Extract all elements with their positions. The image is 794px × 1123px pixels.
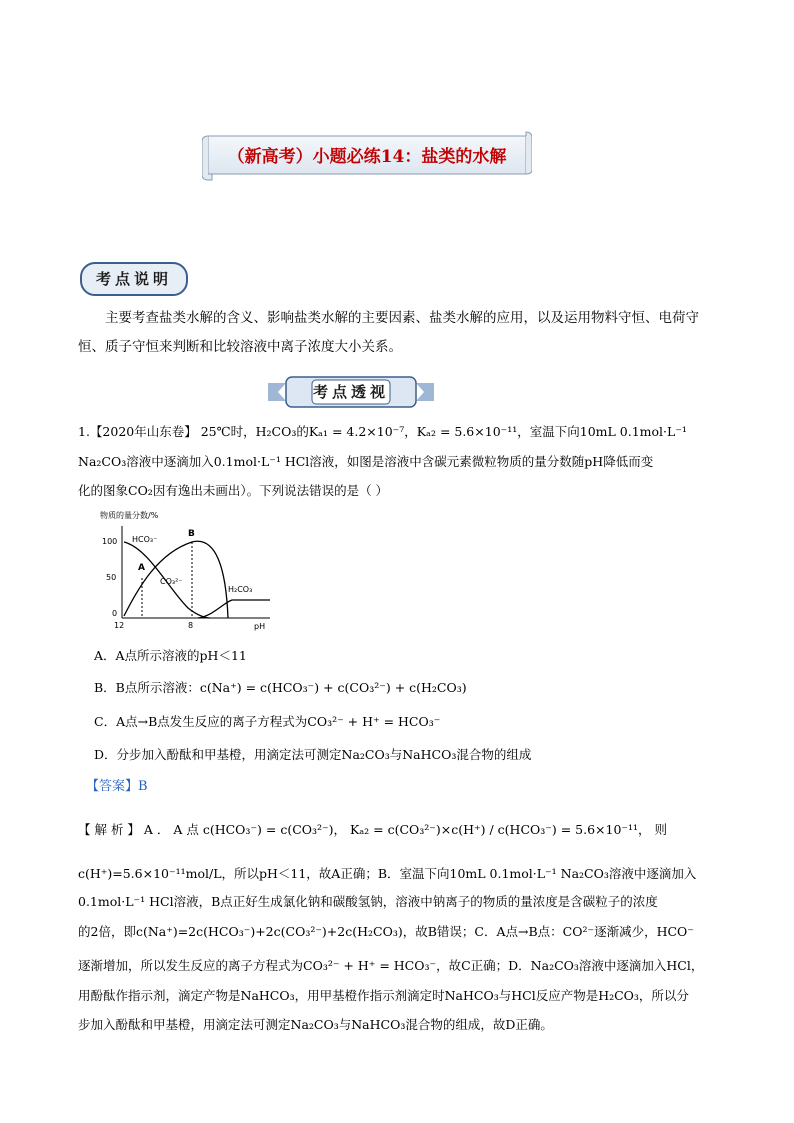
answer-label: 【答案】B — [86, 779, 148, 794]
analysis-line-7: 步加入酚酞和甲基橙，用滴定法可测定Na₂CO₃与NaHCO₃混合物的组成，故D正确。 — [78, 1017, 553, 1032]
intro-line-1: 主要考查盐类水解的含义、影响盐类水解的主要因素、盐类水解的应用，以及运用物料守恒、电荷守 — [105, 310, 699, 326]
badge-label: 考点说明 — [95, 270, 172, 288]
option-d: D．分步加入酚酞和甲基橙，用滴定法可测定Na₂CO₃与NaHCO₃混合物的组成 — [94, 747, 532, 762]
series-label-hco3: HCO₃⁻ — [132, 535, 158, 544]
analysis-line-4: 的2倍，即c(Na⁺)=2c(HCO₃⁻)+2c(CO₃²⁻)+2c(H₂CO₃)，故B错误；C．A点→B点：CO²⁻逐渐减少，HCO⁻ — [78, 924, 694, 939]
option-a: A．A点所示溶液的pH＜11 — [94, 648, 247, 663]
intro-line-2: 恒、质子守恒来判断和比较溶液中离子浓度大小关系。 — [78, 339, 402, 355]
y-tick-100: 100 — [102, 537, 118, 546]
analysis-line-3: 0.1mol·L⁻¹ HCl溶液，B点正好生成氯化钠和碳酸氢钠，溶液中钠离子的物质的量浓度是含碳粒子的浓度 — [78, 894, 658, 909]
analysis-line-5: 逐渐增加，所以发生反应的离子方程式为CO₃²⁻ + H⁺ = HCO₃⁻，故C正确；D．Na₂CO₃溶液中逐滴加入HCl， — [78, 958, 704, 973]
analysis-line-2: c(H⁺)=5.6×10⁻¹¹mol/L，所以pH＜11，故A正确；B．室温下向10mL 0.1mol·L⁻¹ Na₂CO₃溶液中逐滴加入 — [78, 866, 697, 881]
intro-paragraph — [78, 304, 728, 362]
question-line-3: 化的图象CO₂因有逸出未画出）。下列说法错误的是（ ） — [78, 483, 389, 498]
point-b-label: B — [188, 529, 195, 539]
x-axis-label: pH — [254, 622, 266, 631]
question-line-1: 1.【2020年山东卷】 25℃时，H₂CO₃的Kₐ₁ = 4.2×10⁻⁷，Kₐ₂ = 5.6×10⁻¹¹，室温下向10mL 0.1mol·L⁻¹ — [78, 424, 687, 439]
analysis-line-1: 【 解 析 】 A ． A 点 c(HCO₃⁻) = c(CO₃²⁻)， Kₐ₂ = c(CO₃²⁻)×c(H⁺) / c(HCO₃⁻) = 5.6×10⁻¹¹， 则 — [78, 822, 668, 837]
x-tick-12: 12 — [114, 621, 125, 630]
species-fraction-chart — [98, 508, 280, 633]
point-a-label: A — [138, 563, 145, 573]
question-line-2: Na₂CO₃溶液中逐滴加入0.1mol·L⁻¹ HCl溶液，如图是溶液中含碳元素微粒物质的量分数随pH降低而变 — [78, 454, 654, 469]
section-badge-kaodian-shuoming — [80, 262, 188, 296]
y-tick-0: 0 — [112, 609, 118, 618]
option-c: C．A点→B点发生反应的离子方程式为CO₃²⁻ + H⁺ = HCO₃⁻ — [94, 714, 441, 729]
series-h2co3-curve — [198, 600, 270, 618]
analysis-line-6: 用酚酞作指示剂，滴定产物是NaHCO₃，用甲基橙作指示剂滴定时NaHCO₃与HCl反应产物是H₂CO₃，所以分 — [78, 988, 689, 1003]
badge-label: 考点透视 — [312, 383, 389, 401]
section-badge-kaodian-toushi — [268, 375, 434, 409]
y-tick-50: 50 — [106, 573, 117, 582]
page-title: （新高考）小题必练14：盐类的水解 — [227, 147, 507, 167]
title-banner — [202, 130, 532, 182]
series-label-h2co3: H₂CO₃ — [228, 585, 253, 594]
chart-ylabel: 物质的量分数/% — [100, 511, 159, 520]
series-label-co3: CO₃²⁻ — [160, 577, 183, 586]
x-tick-8: 8 — [188, 621, 194, 630]
option-b: B．B点所示溶液：c(Na⁺) = c(HCO₃⁻) + c(CO₃²⁻) + c(H₂CO₃) — [94, 680, 467, 695]
